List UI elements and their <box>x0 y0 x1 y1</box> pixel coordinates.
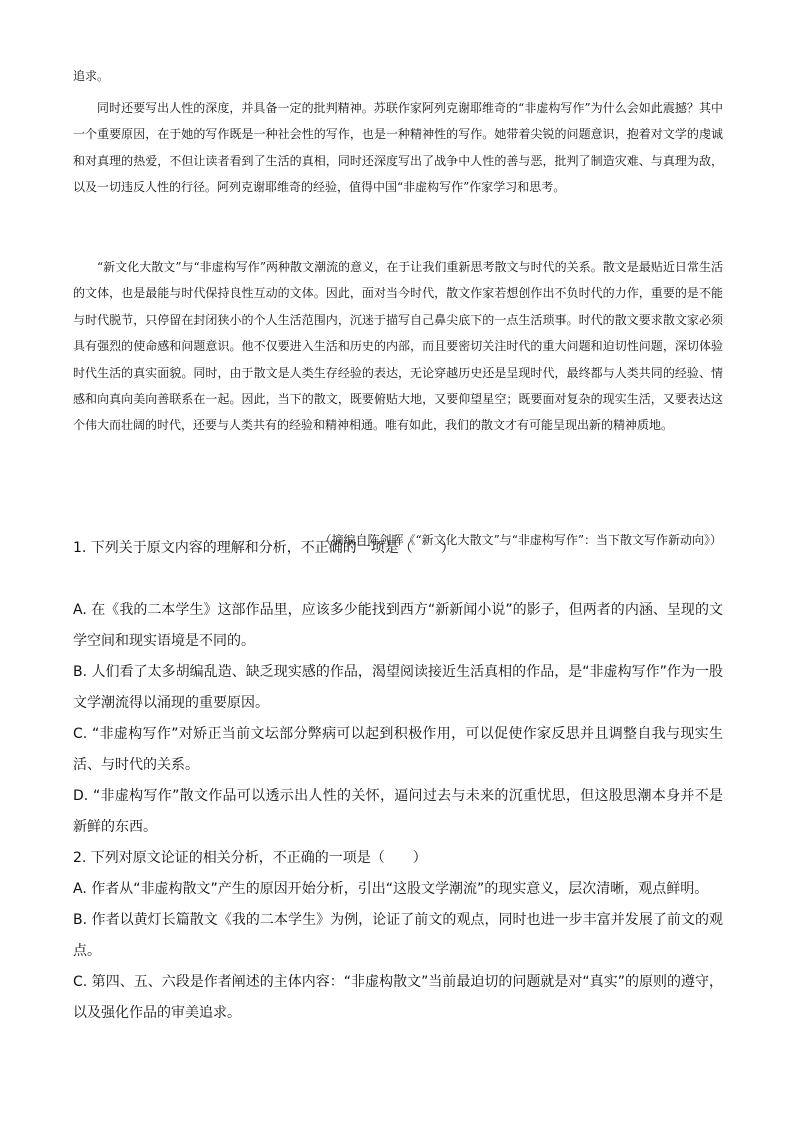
passage-paragraph: 同时还要写出人性的深度，并具备一定的批判精神。苏联作家阿列克谢耶维奇的“非虚构写作”为什么会如此震撼？其中一个重要原因，在于她的写作既是一种社会性的写作，也是一种精神性的写作。她带着尖锐的问题意识，抱着对文学的虔诚和对真理的热爱，不但让读者看到了生活的真相，同时还深度写出了战争中人性的善与恶，批判了制造灾难、与真理为敌，以及一切违反人性的行径。阿列克谢耶维奇的经验，值得中国“非虚构写作”作家学习和思考。 <box>73 101 723 195</box>
question-2-stem: 2. 下列对原文论证的相关分析，不正确的一项是（ ） <box>73 850 427 866</box>
question-1-option-d: D. “非虚构写作”散文作品可以透示出人性的关怀，逼问过去与未来的沉重忧思，但这股思潮本身并不是新鲜的东西。 <box>73 788 723 835</box>
question-1-option-c: C. “非虚构写作”对矫正当前文坛部分弊病可以起到积极作用，可以促使作家反思并且调整自我与现实生活、与时代的关系。 <box>73 726 723 773</box>
question-2-option-a: A. 作者从“非虚构散文”产生的原因开始分析，引出“这股文学潮流”的现实意义，层次清晰，观点鲜明。 <box>73 881 709 897</box>
question-1-stem: 1. 下列关于原文内容的理解和分析，不正确的一项是（ ） <box>73 540 455 556</box>
source-citation: （摘编自陈剑晖《“新文化大散文”与“非虚构写作”：当下散文写作新动向》） <box>319 533 722 547</box>
question-2-option-c: C. 第四、五、六段是作者阐述的主体内容：“非虚构散文”当前最迫切的问题就是对“真实”的原则的遵守，以及强化作品的审美追求。 <box>73 974 723 1021</box>
question-1-option-b: B. 人们看了太多胡编乱造、缺乏现实感的作品，渴望阅读接近生活真相的作品，是“非虚构写作”作为一股文学潮流得以涌现的重要原因。 <box>73 664 723 711</box>
passage-continuation: 追求。 <box>73 69 110 83</box>
question-1-option-a: A. 在《我的二本学生》这部作品里，应该多少能找到西方“新新闻小说”的影子，但两者的内涵、呈现的文学空间和现实语境是不同的。 <box>73 602 723 649</box>
passage-paragraph: “新文化大散文”与“非虚构写作”两种散文潮流的意义，在于让我们重新思考散文与时代的关系。散文是最贴近日常生活的文体，也是最能与时代保持良性互动的文体。因此，面对当今时代，散文作家若想创作出不负时代的力作，重要的是不能与时代脱节，只停留在封闭狭小的个人生活范围内，沉迷于描写自己鼻尖底下的一点生活琐事。时代的散文要求散文家必须具有强烈的使命感和问题意识。他不仅要进入生活和历史的内部，而且要密切关注时代的重大问题和迫切性问题，深切体验时代生活的真实面貌。同时，由于散文是人类生存经验的表达，无论穿越历史还是呈现时代，最终都与人类共同的经验、情感和向真向美向善联系在一起。因此，当下的散文，既要俯贴大地，又要仰望星空；既要面对复杂的现实生活，又要表达这个伟大而壮阔的时代，还要与人类共有的经验和精神相通。唯有如此，我们的散文才有可能呈现出新的精神质地。 <box>73 260 723 433</box>
question-2-option-b: B. 作者以黄灯长篇散文《我的二本学生》为例，论证了前文的观点，同时也进一步丰富并发展了前文的观点。 <box>73 912 723 959</box>
